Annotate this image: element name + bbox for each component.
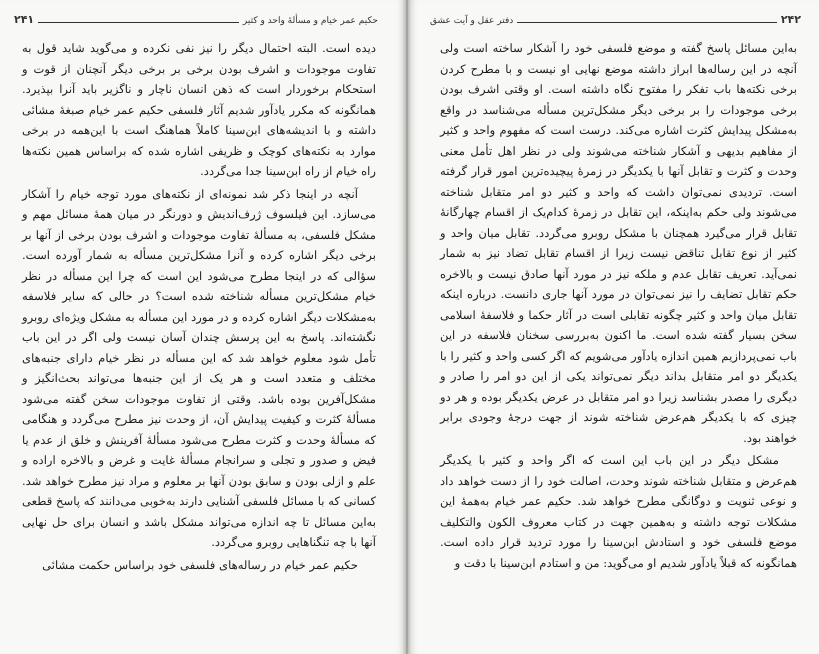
left-running-head: حکیم عمر خیام و مسألهٔ واحد و کثیر xyxy=(242,16,378,26)
left-page-number: ۲۴۱ xyxy=(14,13,35,26)
paragraph: حکیم عمر خیام در رساله‌های فلسفی خود براساس حکمت مشائی xyxy=(42,557,358,572)
paragraph: مشکل دیگر در این باب این است که اگر واحد و کثیر با یکدیگر هم‌عرض و متقابل شناخته شوند وحدت، اصالت خود را از دست خواهد داد و نوعی ثنویت و دوگانگی مطرح خواهد شد. حکیم عمر خیام به‌همهٔ این مشکلات توجه داشته و به‌همین جهت در کتاب معروف الکون والتکلیف موضع فلسفی خود و استادش ابن‌سینا را مورد تردید قرار داده است. همانگونه که قبلاً یادآور شدیم او می‌گوید: من و استادم ابن‌سینا با دقت و xyxy=(440,453,797,570)
header-rule xyxy=(517,22,777,23)
left-page-body xyxy=(22,38,376,575)
paragraph: آنچه در اینجا ذکر شد نمونه‌ای از نکته‌های مورد توجه خیام را آشکار می‌سازد. این فیلسوف ژرف‌اندیش و دورنگر در میان همهٔ مسائل مهم و مشکل فلسفی، به مسألهٔ تفاوت موجودات و اشرف بودن برخی از آنها بر برخی دیگر اشاره کرده و آنرا مشکل‌ترین مسأله به شمار آورده است. سؤالی که در اینجا مطرح می‌شود این است که چرا این مسأله در نظر خیام مشکل‌ترین مسأله شناخته شده است؟ در حالی که سایر فلاسفه به‌مشکلات دیگر اشاره کرده و در مورد این مسأله به مشکل ویژه‌ای روبرو نگشته‌اند. پاسخ به این پرسش چندان آسان نیست ولی اگر در این باب تأمل شود معلوم خواهد شد که این مسأله در نظر خیام دارای جنبه‌های مختلف و متعدد است و هر یک از این جنبه‌ها می‌تواند بحث‌انگیز و مشکل‌آفرین بوده باشد. وقتی از تفاوت موجودات سخن گفته می‌شود مسألهٔ کثرت و کیفیت پیدایش آن، از وحدت نیز مطرح می‌گردد و هنگامی که مسألهٔ وحدت و کثرت مطرح می‌شود مسألهٔ آفرینش و خلق از عدم یا فیض و صدور و تجلی و سرانجام مسألهٔ غایت و غرض و بالاخره اراده و علم و ازلی بودن و سابق بودن آنها بر معلوم و مراد نیز مطرح خواهد شد. کسانی که با مسائل فلسفی آشنایی دارند به‌خوبی می‌دانند که پاسخ قطعی به‌این مسائل تا چه اندازه می‌تواند مشکل باشد و انسان برای حل نهایی آنها با چه تنگناهایی روبرو می‌گردد. xyxy=(22,186,376,549)
left-page-header xyxy=(14,10,378,26)
header-rule xyxy=(38,22,239,23)
right-page-number: ۲۴۲ xyxy=(780,13,801,26)
right-page-header xyxy=(430,10,801,26)
right-page-body xyxy=(440,38,797,573)
right-page xyxy=(410,0,819,654)
left-page xyxy=(0,0,404,654)
paragraph: به‌این مسائل پاسخ گفته و موضع فلسفی خود را آشکار ساخته است ولی آنچه در این رساله‌ها ابراز داشته موضع نهایی او نیست و با مطرح کردن برخی نکته‌ها باب تفکر را مفتوح نگاه داشته است. او وقتی اشرف بودن برخی موجودات را بر برخی دیگر مشکل‌ترین مسأله می‌شناسد در واقع به‌مشکل پیدایش کثرت اشاره می‌کند. درست است که مفهوم واحد و کثیر از مفاهیم بدیهی و آشکار شناخته می‌شوند ولی در نظر اهل تأمل معنی وحدت و کثرت و تقابل آنها با یکدیگر در زمرهٔ پیچیده‌ترین امور قرار گرفته است. تردیدی نمی‌توان داشت که واحد و کثیر دو امر متقابل شناخته می‌شوند ولی حکم به‌اینکه، این تقابل در زمرهٔ کدام‌یک از اقسام چهارگانهٔ تقابل قرار می‌گیرد همچنان با مشکل روبرو می‌گردد. تقابل میان واحد و کثیر از نوع تقابل تناقض نیست زیرا از اقسام تقابل تضاد نیز به شمار نمی‌آید. تعریف تقابل عدم و ملکه نیز در مورد آنها صادق نیست و بالاخره حکم تقابل تضایف را نیز نمی‌توان در مورد آنها جاری دانست. درباره اینکه تقابل میان واحد و کثیر چگونه تقابلی است در آثار حکما و فلاسفهٔ اسلامی سخن بسیار گفته شده است. ما اکنون به‌بررسی سخنان فلاسفه در این باب نمی‌پردازیم همین اندازه یادآور می‌شویم که اگر کسی واحد و کثیر را با یکدیگر دو امر متقابل بداند دیگر نمی‌تواند یکی از این دو امر را صادر و دیگری را مصدر بشناسد زیرا دو امر متقابل در عرض یکدیگر بوده و هر دو چیزی که با یکدیگر هم‌عرض شناخته شوند از جهت درجهٔ وجودی برابر خواهند بود. xyxy=(440,41,797,445)
paragraph: دیده است. البته احتمال دیگر را نیز نفی نکرده و می‌گوید شاید قول به تفاوت موجودات و اشرف بودن برخی بر برخی دیگر آنچنان از قوت و استحکام برخوردار است که ذهن انسان ناچار و ناگزیر باید آنرا بپذیرد. همانگونه که مکرر یادآور شدیم آثار فلسفی حکیم عمر خیام صبغهٔ مشائی داشته و با اندیشه‌های ابن‌سینا کاملاً هماهنگ است با این‌همه در برخی موارد به نکته‌های کوچک و ظریفی اشاره شده که براساس همین نکته‌ها راه خیام از راه ابن‌سینا جدا می‌گردد. xyxy=(22,41,376,178)
right-running-head: دفتر عقل و آیت عشق xyxy=(430,16,514,26)
